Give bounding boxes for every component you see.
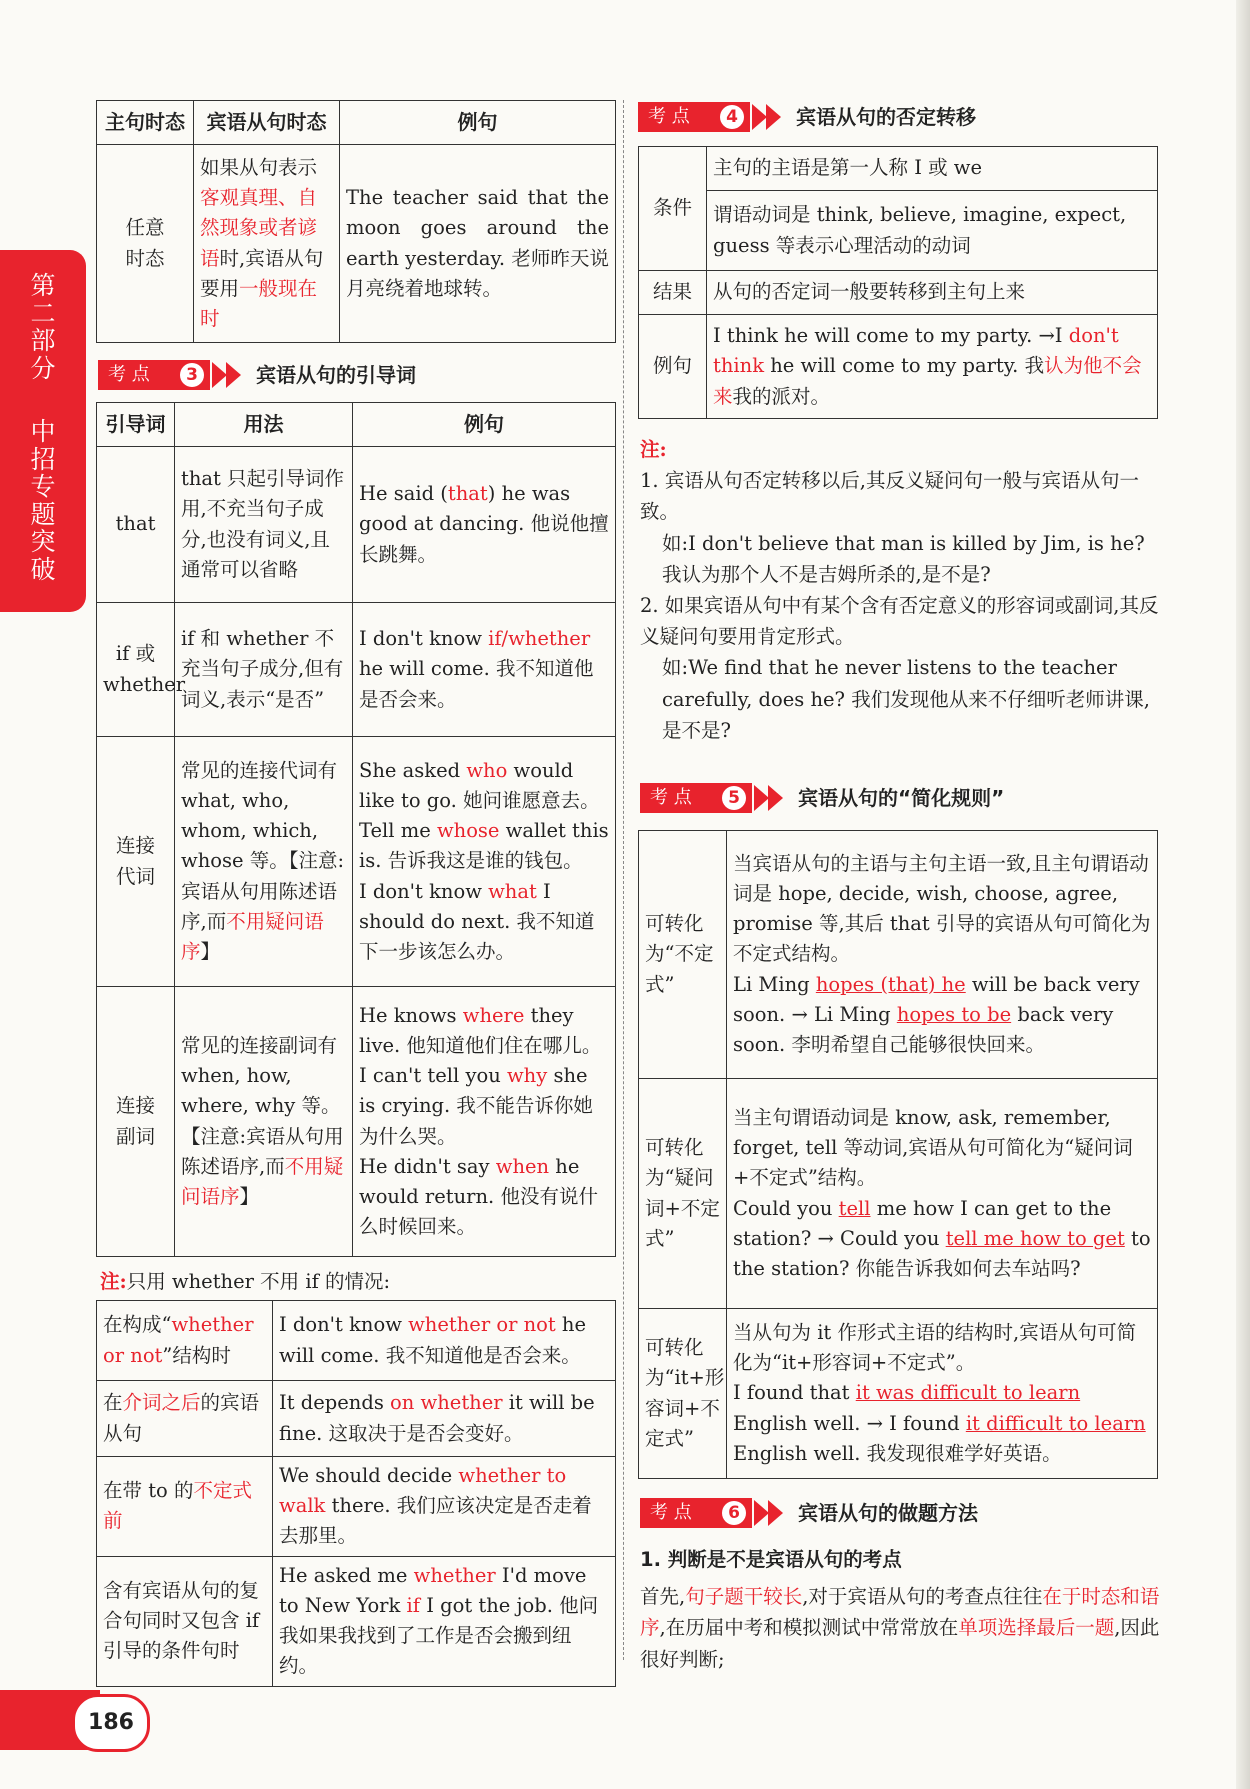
row-label: 例句 [639, 315, 707, 419]
conj-example: She asked who would like to go. 她问谁愿意去。 Tell me whose wallet this is. 告诉我这是谁的钱包。 I don't know what I should do next. 我不知道下一步该怎么办。 [353, 737, 616, 987]
rule: 当主句谓语动词是 know, ask, remember, forget, tell 等动词,宾语从句可简化为“疑问词+不定式”结构。 Could you tell me how I can get to the station? → Could you tell me how to get to the station? 你能告诉我如何去车站吗? [727, 1079, 1158, 1309]
note-item: 1. 宾语从句否定转移以后,其反义疑问句一般与宾语从句一致。 [640, 469, 1140, 524]
conj-usage: if 和 whether 不充当句子成分,但有词义,表示“是否” [175, 603, 353, 737]
table-row [639, 1309, 1158, 1479]
sidebar-topic: 中招专题突破 [30, 417, 56, 584]
arrow-icon [226, 362, 241, 388]
table-row [97, 1556, 616, 1686]
case-cell: 在构成“whether or not”结构时 [97, 1301, 273, 1381]
conj-word: 连接 副词 [97, 987, 175, 1257]
point-title: 宾语从句的引导词 [256, 363, 416, 387]
table-header: 用法 [175, 403, 353, 447]
column-divider [623, 100, 625, 1660]
tense-table [96, 100, 616, 343]
conj-usage: 常见的连接副词有 when, how, where, why 等。【注意:宾语从句用陈述语序,而不用疑问语序】 [175, 987, 353, 1257]
table-header: 主句时态 [97, 101, 194, 145]
row-label: 结果 [639, 271, 707, 315]
case-cell: 在介词之后的宾语从句 [97, 1381, 273, 1457]
result: 从句的否定词一般要转移到主句上来 [707, 271, 1158, 315]
conj-word: if 或 whether [97, 603, 175, 737]
example: He asked me whether I'd move to New York if I got the job. 他问我如果我找到了工作是否会搬到纽约。 [273, 1556, 616, 1686]
point6-body [640, 1544, 1160, 1675]
point-title: 宾语从句的否定转移 [796, 105, 976, 129]
case-cell: 在带 to 的不定式前 [97, 1457, 273, 1557]
notes-label: 注: [640, 438, 667, 461]
table-row [97, 987, 616, 1257]
subheading: 1. 判断是不是宾语从句的考点 [640, 1548, 902, 1571]
example: I think he will come to my party. →I don't think he will come to my party. 我认为他不会来我的派对。 [707, 315, 1158, 419]
table-row [97, 1457, 616, 1557]
sub-tense: 如果从句表示客观真理、自然现象或者谚语时,宾语从句要用一般现在时 [194, 145, 340, 343]
main-tense: 任意 时态 [97, 145, 194, 343]
point-tag: 考 点 [640, 783, 752, 813]
note-example: 如:We find that he never listens to the teacher carefully, does he? 我们发现他从来不仔细听老师讲课,是不是? [662, 656, 1150, 742]
point-number: 6 [722, 1501, 746, 1525]
point6-header [640, 1498, 1160, 1528]
table-row [97, 1381, 616, 1457]
row-label: 可转化为“疑问词+不定式” [639, 1079, 727, 1309]
conj-usage: that 只起引导词作用,不充当句子成分,也没有词义,且通常可以省略 [175, 447, 353, 603]
point-number: 4 [720, 105, 744, 129]
conj-example: He said (that) he was good at dancing. 他说他擅长跳舞。 [353, 447, 616, 603]
negation-notes [640, 434, 1160, 746]
point5-header [640, 783, 1160, 813]
page-number: 186 [72, 1694, 150, 1752]
point-number: 3 [180, 363, 204, 387]
example: It depends on whether it will be fine. 这取决于是否会变好。 [273, 1381, 616, 1457]
conj-usage: 常见的连接代词有 what, who, whom, which, whose 等。【注意:宾语从句用陈述语序,而不用疑问语序】 [175, 737, 353, 987]
example: I don't know whether or not he will come. 我不知道他是否会来。 [273, 1301, 616, 1381]
whether-table [96, 1300, 616, 1687]
table-row [97, 737, 616, 987]
point-tag: 考 点 [640, 1498, 752, 1528]
table-row [97, 1301, 616, 1381]
point-tag: 考 点 [638, 102, 750, 132]
sidebar-section: 第二部分 [30, 271, 56, 383]
negation-table [638, 146, 1158, 419]
conj-word: 连接 代词 [97, 737, 175, 987]
table-row [639, 1079, 1158, 1309]
conj-word: that [97, 447, 175, 603]
arrow-icon [754, 1500, 769, 1526]
table-row [97, 603, 616, 737]
whether-note: 注:只用 whether 不用 if 的情况: [100, 1270, 391, 1293]
arrow-icon [754, 785, 769, 811]
case-cell: 含有宾语从句的复合句同时又包含 if 引导的条件句时 [97, 1556, 273, 1686]
point4-header [638, 102, 1158, 132]
point3-header [98, 360, 618, 390]
condition: 谓语动词是 think, believe, imagine, expect, guess 等表示心理活动的动词 [707, 191, 1158, 271]
section-sidebar [0, 250, 86, 612]
table-header: 引导词 [97, 403, 175, 447]
simplification-table [638, 830, 1158, 1479]
point-number: 5 [722, 786, 746, 810]
example: The teacher said that the moon goes around the earth yesterday. 老师昨天说月亮绕着地球转。 [340, 145, 616, 343]
point-tag: 考 点 [98, 360, 210, 390]
conj-example: I don't know if/whether he will come. 我不知道他是否会来。 [353, 603, 616, 737]
arrow-icon [768, 1500, 783, 1526]
condition: 主句的主语是第一人称 I 或 we [707, 147, 1158, 191]
arrow-icon [766, 104, 781, 130]
example: We should decide whether to walk there. 我们应该决定是否走着去那里。 [273, 1457, 616, 1557]
arrow-icon [752, 104, 767, 130]
rule: 当从句为 it 作形式主语的结构时,宾语从句可简化为“it+形容词+不定式”。 I found that it was difficult to learn English well. → I found it difficult to learn English well. 我发现很难学好英语。 [727, 1309, 1158, 1479]
point-title: 宾语从句的“简化规则” [798, 786, 1005, 810]
table-header: 例句 [340, 101, 616, 145]
paragraph: 首先,句子题干较长,对于宾语从句的考查点往往在于时态和语序,在历届中考和模拟测试中常常放在单项选择最后一题,因此很好判断; [640, 1585, 1160, 1671]
point-title: 宾语从句的做题方法 [798, 1501, 978, 1525]
table-row [97, 447, 616, 603]
arrow-icon [768, 785, 783, 811]
conj-example: He knows where they live. 他知道他们住在哪儿。 I can't tell you why she is crying. 我不能告诉你她为什么哭。 He didn't say when he would return. 他没有说什么时候回来。 [353, 987, 616, 1257]
rule: 当宾语从句的主语与主句主语一致,且主句谓语动词是 hope, decide, wish, choose, agree, promise 等,其后 that 引导的宾语从句可简化为不定式结构。 Li Ming hopes (that) he will be back very soon. → Li Ming hopes to be back very soon. 李明希望自己能够很快回来。 [727, 831, 1158, 1079]
table-row [639, 831, 1158, 1079]
row-label: 可转化为“不定式” [639, 831, 727, 1079]
row-label: 可转化为“it+形容词+不定式” [639, 1309, 727, 1479]
table-header: 宾语从句时态 [194, 101, 340, 145]
note-example: 如:I don't believe that man is killed by Jim, is he? 我认为那个人不是吉姆所杀的,是不是? [662, 531, 1145, 586]
page-edge [1236, 0, 1250, 1789]
conjunction-table [96, 402, 616, 1257]
arrow-icon [212, 362, 227, 388]
note-item: 2. 如果宾语从句中有某个含有否定意义的形容词或副词,其反义疑问句要用肯定形式。 [640, 593, 1159, 649]
table-header: 例句 [353, 403, 616, 447]
row-label: 条件 [639, 147, 707, 271]
